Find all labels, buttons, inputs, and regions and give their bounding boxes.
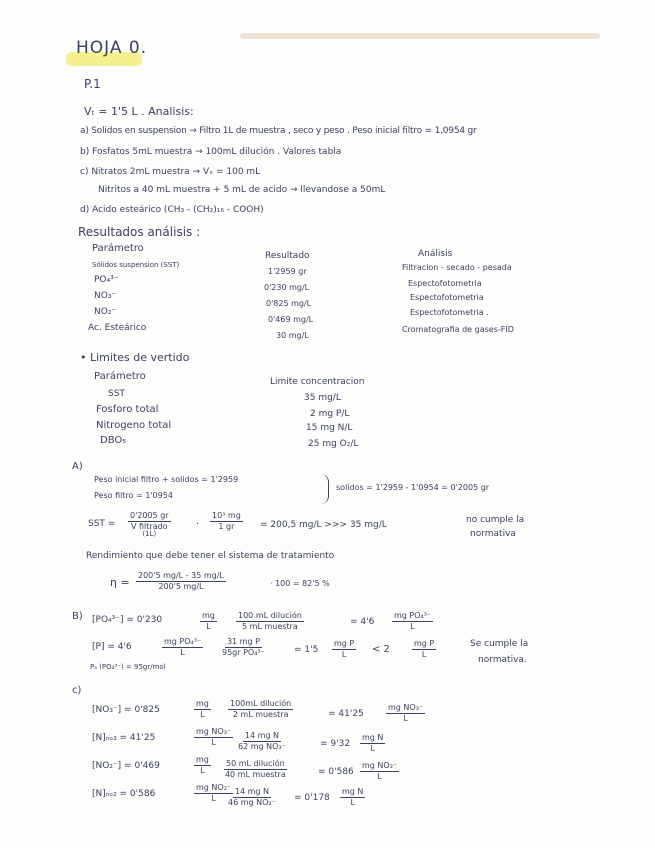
numerator: 100 mL dilución bbox=[238, 611, 302, 620]
less-than-two: < 2 bbox=[372, 644, 390, 655]
numerator: mg P bbox=[334, 639, 355, 648]
part-b-label: B) bbox=[72, 611, 83, 622]
denominator: L bbox=[421, 650, 427, 659]
verdict-b-2: normativa. bbox=[478, 655, 527, 665]
sst-rhs: = 200,5 mg/L >>> 35 mg/L bbox=[260, 520, 387, 530]
numerator: mg bbox=[196, 699, 209, 708]
limits-row-param: DBO₅ bbox=[100, 435, 127, 446]
part-a-line1: Peso inicial filtro + solidos = 1'2959 bbox=[94, 475, 239, 484]
results-row-method: Espectofotometria bbox=[408, 279, 482, 288]
denominator: 2 mL muestra bbox=[232, 710, 289, 719]
sst-fraction-1 bbox=[128, 512, 171, 538]
results-row-value: 0'230 mg/L bbox=[264, 283, 310, 292]
limits-row-param: Nitrogeno total bbox=[96, 420, 172, 431]
limits-row-param: SST bbox=[108, 389, 125, 399]
n-no3-fraction-1 bbox=[194, 728, 233, 747]
n-no2-lhs: [N]ₙₒ₂ = 0'586 bbox=[92, 789, 156, 799]
no3-fraction-3 bbox=[386, 704, 425, 723]
numerator: mg P bbox=[414, 639, 435, 648]
n-no2-fraction-2 bbox=[228, 788, 276, 807]
verdict-a-1: no cumple la bbox=[466, 515, 525, 525]
intro-b: b) Fosfatos 5mL muestra → 100mL dilución . Valores tabla bbox=[80, 147, 342, 157]
denominator: L bbox=[211, 738, 216, 747]
part-a-label: A) bbox=[72, 461, 83, 472]
denominator: V filtrado bbox=[130, 522, 168, 531]
dot-operator: · bbox=[196, 519, 200, 530]
denominator: L bbox=[206, 622, 211, 631]
n-no3-fraction-3 bbox=[360, 734, 385, 753]
results-row-param: Sólidos suspension (SST) bbox=[92, 261, 180, 269]
results-header-value: Resultado bbox=[265, 251, 310, 261]
numerator: mg PO₄³⁻ bbox=[164, 637, 202, 646]
denominator: L bbox=[403, 714, 408, 723]
eta-lhs: η = bbox=[110, 576, 130, 589]
results-row-param: NO₃⁻ bbox=[94, 291, 117, 301]
limits-header-value: Limite concentracion bbox=[270, 377, 365, 387]
numerator: mg NO₂⁻ bbox=[362, 761, 398, 770]
n-no2-rhs: = 0'178 bbox=[294, 793, 330, 803]
numerator: 50 mL dilución bbox=[226, 759, 285, 768]
numerator: mg N bbox=[342, 787, 364, 796]
no2-fraction-2 bbox=[224, 760, 287, 779]
n-no3-rhs: = 9'32 bbox=[320, 739, 351, 749]
numerator: mg NO₃⁻ bbox=[388, 703, 424, 712]
po4-rhs: = 4'6 bbox=[350, 617, 375, 627]
results-row-value: 1'2959 gr bbox=[268, 267, 307, 276]
no3-fraction-1 bbox=[194, 700, 211, 719]
po4-lhs: [PO₄³⁻] = 0'230 bbox=[92, 615, 163, 625]
denominator: 200'5 mg/L bbox=[158, 582, 204, 591]
no3-fraction-2 bbox=[228, 700, 293, 719]
po4-fraction-1 bbox=[200, 612, 217, 631]
sst-lhs: SST = bbox=[88, 519, 116, 529]
no3-lhs: [NO₃⁻] = 0'825 bbox=[92, 705, 160, 715]
no2-lhs: [NO₂⁻] = 0'469 bbox=[92, 761, 160, 771]
part-c-label: c) bbox=[72, 685, 82, 696]
numerator: 14 mg N bbox=[244, 731, 279, 740]
results-row-value: 0'825 mg/L bbox=[266, 299, 312, 308]
p-fraction-4 bbox=[412, 640, 436, 659]
rendimiento-text: Rendimiento que debe tener el sistema de tratamiento bbox=[86, 551, 335, 561]
denominator: L bbox=[370, 744, 375, 753]
numerator: mg N bbox=[362, 733, 384, 742]
intro-c-nitritos: Nitritos a 40 mL muestra + 5 mL de acido → llevandose a 50mL bbox=[98, 185, 386, 195]
numerator: 31 mg P bbox=[226, 637, 260, 646]
p-lhs: [P] = 4'6 bbox=[92, 642, 132, 652]
results-row-method: Espectofotometria . bbox=[410, 308, 489, 317]
denominator: L bbox=[211, 794, 216, 803]
denominator: L bbox=[200, 766, 205, 775]
sst-fraction-2 bbox=[210, 512, 243, 531]
denominator: 5 mL muestra bbox=[242, 622, 298, 631]
verdict-a-2: normativa bbox=[470, 529, 516, 539]
denominator: L bbox=[350, 798, 355, 807]
numerator: 0'2005 gr bbox=[130, 511, 169, 520]
numerator: mg NO₂⁻ bbox=[196, 783, 232, 792]
results-row-value: 0'469 mg/L bbox=[268, 315, 314, 324]
numerator: mg PO₄³⁻ bbox=[394, 611, 432, 620]
numerator: mg bbox=[196, 755, 209, 764]
intro-a: a) Solidos en suspension → Filtro 1L de muestra , seco y peso . Peso inicial filtro = 1,0954 gr bbox=[80, 126, 477, 136]
subscript: (1L) bbox=[142, 530, 157, 538]
n-no2-fraction-3 bbox=[340, 788, 365, 807]
part-a-line2: Peso filtro = 1'0954 bbox=[94, 491, 173, 500]
page-heading: HOJA 0. bbox=[76, 38, 148, 58]
limits-title: • Limites de vertido bbox=[80, 351, 190, 364]
denominator: L bbox=[200, 710, 205, 719]
denominator: L bbox=[410, 622, 415, 631]
numerator: 14 mg N bbox=[234, 787, 269, 796]
p-rhs: = 1'5 bbox=[294, 645, 319, 655]
denominator: L bbox=[341, 650, 347, 659]
results-row-method: Espectofotometria bbox=[410, 293, 484, 302]
p-fraction-2 bbox=[222, 638, 265, 657]
limits-row-value: 35 mg/L bbox=[304, 393, 341, 403]
numerator: 10³ mg bbox=[212, 511, 241, 520]
denominator: 40 mL muestra bbox=[224, 770, 286, 779]
results-row-param: Ac. Esteárico bbox=[88, 323, 147, 333]
results-header-method: Análisis bbox=[418, 249, 453, 259]
denominator: 46 mg NO₂⁻ bbox=[228, 798, 276, 807]
p-fraction-1 bbox=[162, 638, 203, 657]
results-title: Resultados análisis : bbox=[78, 225, 201, 239]
results-row-value: 30 mg/L bbox=[276, 331, 309, 340]
denominator: L bbox=[377, 772, 382, 781]
results-header-param: Parámetro bbox=[92, 243, 144, 254]
no2-fraction-1 bbox=[194, 756, 211, 775]
results-row-method: Cromatografia de gases-FID bbox=[402, 325, 514, 334]
no2-fraction-3 bbox=[360, 762, 399, 781]
numerator: 100mL dilución bbox=[230, 699, 292, 708]
intro-d: d) Acido esteárico (CH₃ - (CH₂)₁₆ - COOH) bbox=[80, 205, 264, 215]
molar-mass-po4: Pₐ (PO₄³⁻) = 95gr/mol bbox=[90, 663, 166, 671]
results-row-param: PO₄³⁻ bbox=[94, 275, 119, 285]
results-row-method: Filtracion - secado - pesada bbox=[402, 263, 512, 272]
p-fraction-3 bbox=[332, 640, 356, 659]
results-row-param: NO₂⁻ bbox=[94, 307, 117, 317]
po4-fraction-2 bbox=[236, 612, 304, 631]
part-a-solids-result: solidos = 1'2959 - 1'0954 = 0'2005 gr bbox=[336, 483, 490, 492]
limits-row-value: 2 mg P/L bbox=[310, 409, 350, 419]
no2-rhs: = 0'586 bbox=[318, 767, 354, 777]
denominator: 95gr PO₄³⁻ bbox=[222, 648, 265, 657]
denominator: 1 gr bbox=[218, 522, 235, 531]
numerator: mg NO₃⁻ bbox=[196, 727, 232, 736]
verdict-b-1: Se cumple la bbox=[470, 639, 529, 649]
numerator: mg bbox=[202, 611, 215, 620]
problem-number: P.1 bbox=[84, 77, 101, 91]
intro-volume: Vₜ = 1'5 L . Analisis: bbox=[84, 105, 194, 118]
n-no3-lhs: [N]ₙₒ₃ = 41'25 bbox=[92, 733, 156, 743]
intro-c-nitratos: c) Nitratos 2mL muestra → Vₓ = 100 mL bbox=[80, 167, 261, 177]
n-no3-fraction-2 bbox=[238, 732, 286, 751]
limits-row-value: 25 mg O₂/L bbox=[308, 439, 359, 449]
curly-brace bbox=[320, 474, 329, 504]
limits-row-value: 15 mg N/L bbox=[306, 423, 353, 433]
page-top-stain bbox=[240, 33, 600, 39]
limits-header-param: Parámetro bbox=[94, 371, 146, 382]
numerator: 200'5 mg/L - 35 mg/L bbox=[138, 571, 224, 580]
denominator: L bbox=[180, 648, 185, 657]
no3-rhs: = 41'25 bbox=[328, 709, 364, 719]
eta-rhs: · 100 = 82'5 % bbox=[270, 579, 330, 588]
eta-fraction bbox=[136, 572, 226, 591]
po4-fraction-3 bbox=[392, 612, 433, 631]
denominator: 62 mg NO₃⁻ bbox=[238, 742, 286, 751]
limits-row-param: Fosforo total bbox=[96, 404, 159, 415]
